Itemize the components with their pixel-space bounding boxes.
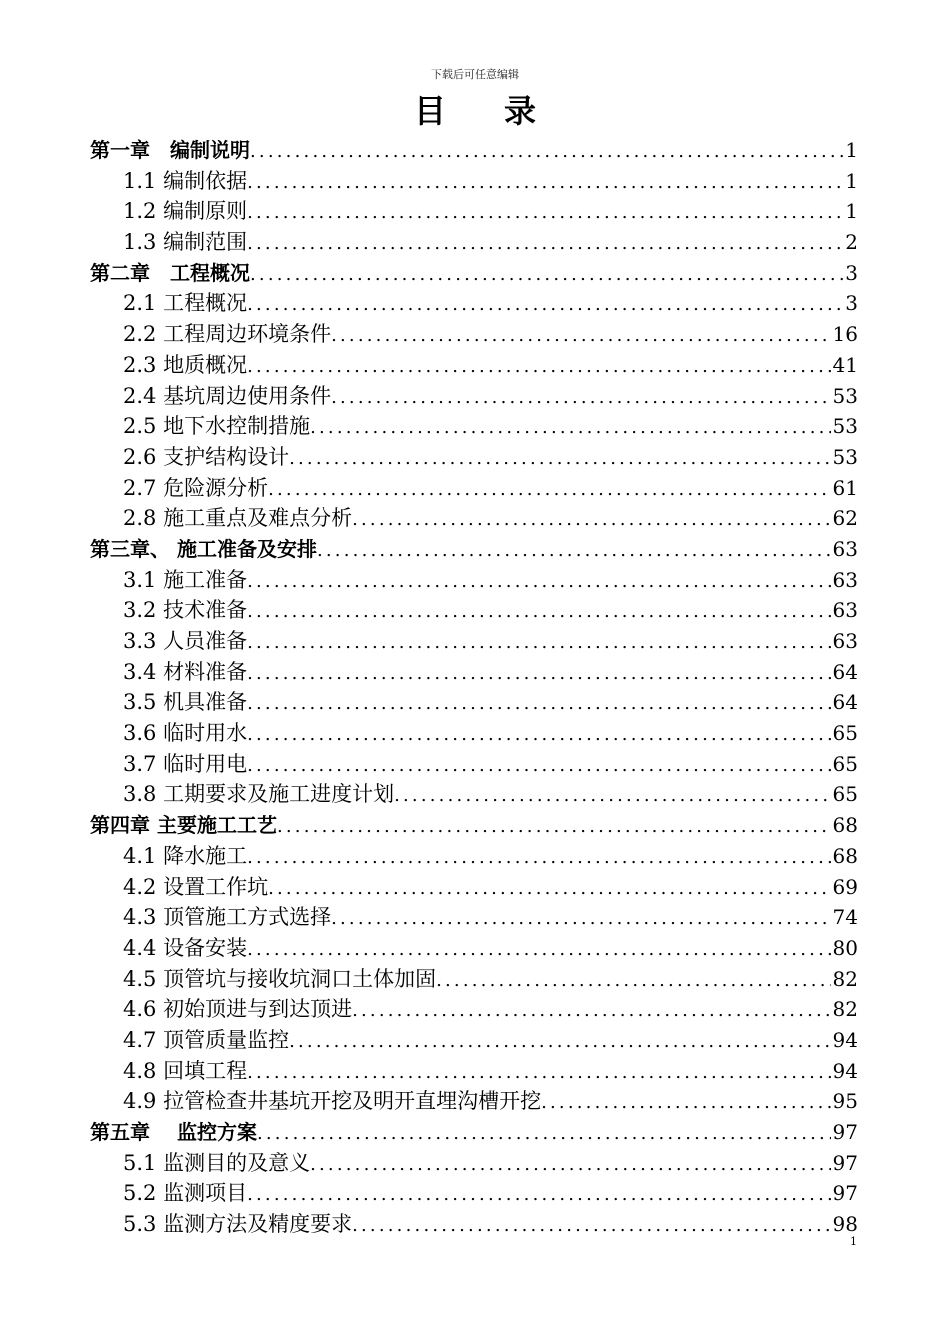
toc-section-entry [90, 841, 858, 872]
toc-entry-label: 第二章 工程概况 [90, 260, 250, 285]
toc-leader-dots [250, 137, 843, 166]
toc-entry-page: 63 [832, 598, 858, 623]
toc-leader-dots [268, 874, 830, 903]
toc-leader-dots [247, 1180, 830, 1209]
toc-leader-dots [257, 1119, 831, 1148]
toc-leader-dots [310, 413, 830, 442]
toc-section-entry [90, 902, 858, 933]
toc-entry-page: 63 [832, 536, 858, 561]
toc-chapter-entry [90, 135, 858, 166]
toc-section-entry [90, 166, 858, 197]
toc-leader-dots [289, 444, 830, 473]
toc-entry-label: 2.3 地质概况 [123, 352, 248, 377]
toc-section-entry [90, 1209, 858, 1240]
toc-section-entry [90, 319, 858, 350]
toc-entry-label: 5.3 监测方法及精度要求 [123, 1212, 353, 1237]
toc-leader-dots [247, 1058, 830, 1087]
toc-entry-page: 82 [832, 997, 858, 1022]
toc-entry-label: 4.5 顶管坑与接收坑洞口土体加固 [123, 966, 437, 991]
toc-entry-label: 4.7 顶管质量监控 [123, 1027, 290, 1052]
toc-section-entry [90, 718, 858, 749]
toc-entry-page: 2 [845, 230, 858, 255]
toc-section-entry [90, 503, 858, 534]
toc-section-entry [90, 350, 858, 381]
toc-leader-dots [277, 812, 831, 841]
toc-entry-label: 2.6 支护结构设计 [123, 444, 290, 469]
toc-entry-page: 64 [832, 659, 858, 684]
toc-entry-page: 3 [845, 260, 858, 285]
toc-section-entry [90, 1148, 858, 1179]
toc-entry-page: 68 [832, 843, 858, 868]
toc-entry-page: 3 [845, 291, 858, 316]
toc-entry-label: 2.2 工程周边环境条件 [123, 322, 332, 347]
toc-entry-label: 第四章 主要施工工艺 [90, 813, 277, 838]
toc-section-entry [90, 994, 858, 1025]
toc-entry-page: 97 [832, 1181, 858, 1206]
toc-entry-label: 2.4 基坑周边使用条件 [123, 383, 332, 408]
toc-leader-dots [394, 781, 830, 810]
toc-leader-dots [247, 290, 843, 319]
toc-entry-page: 80 [832, 935, 858, 960]
toc-section-entry [90, 381, 858, 412]
toc-entry-page: 63 [832, 629, 858, 653]
toc-entry-page: 68 [832, 813, 858, 838]
toc-entry-label: 4.8 回填工程 [123, 1058, 248, 1083]
toc-entry-label: 4.4 设备安装 [123, 935, 248, 960]
toc-entry-page: 62 [832, 506, 858, 531]
toc-entry-page: 65 [832, 751, 858, 776]
page-header-note: 下载后可任意编辑 [431, 68, 519, 81]
toc-chapter-entry [90, 534, 858, 565]
toc-leader-dots [436, 966, 830, 995]
toc-leader-dots [317, 536, 831, 565]
toc-entry-label: 3.6 临时用水 [123, 721, 248, 746]
page-number: 1 [850, 1235, 857, 1248]
toc-section-entry [90, 288, 858, 319]
toc-leader-dots [247, 597, 830, 626]
toc-chapter-entry [90, 1117, 858, 1148]
toc-title [0, 86, 950, 132]
toc-entry-label: 4.6 初始顶进与到达顶进 [123, 997, 353, 1022]
toc-title-char-1: 目 [413, 92, 446, 130]
toc-section-entry [90, 442, 858, 473]
toc-entry-page: 1 [845, 168, 858, 193]
toc-section-entry [90, 411, 858, 442]
toc-leader-dots [331, 904, 830, 933]
toc-leader-dots [247, 229, 843, 258]
toc-entry-page: 69 [832, 874, 858, 899]
toc-entry-label: 3.1 施工准备 [123, 567, 248, 592]
toc-entry-page: 64 [832, 690, 858, 715]
toc-entry-page: 97 [832, 1120, 858, 1144]
toc-entry-label: 第五章 监控方案 [90, 1120, 257, 1144]
toc-entry-label: 1.3 编制范围 [123, 230, 248, 255]
toc-entry-label: 2.8 施工重点及难点分析 [123, 506, 353, 531]
toc-title-char-2: 录 [504, 92, 537, 130]
toc-section-entry [90, 1178, 858, 1209]
toc-entry-page: 82 [832, 966, 858, 991]
toc-entry-page: 95 [832, 1089, 858, 1114]
toc-entry-label: 5.2 监测项目 [123, 1181, 248, 1206]
toc-leader-dots [289, 1027, 830, 1056]
toc-entry-label: 4.3 顶管施工方式选择 [123, 905, 332, 930]
toc-leader-dots [352, 505, 830, 534]
toc-entry-label: 2.5 地下水控制措施 [123, 414, 311, 439]
toc-entry-page: 94 [832, 1027, 858, 1052]
toc-leader-dots [247, 628, 830, 657]
toc-leader-dots [310, 1150, 830, 1179]
toc-entry-label: 第一章 编制说明 [90, 138, 250, 162]
toc-leader-dots [247, 751, 830, 780]
toc-leader-dots [331, 321, 830, 350]
toc-entry-page: 98 [832, 1212, 858, 1237]
toc-entry-label: 3.7 临时用电 [123, 751, 248, 776]
toc-entry-label: 3.4 材料准备 [123, 659, 248, 684]
toc-leader-dots [247, 720, 830, 749]
toc-section-entry [90, 657, 858, 688]
toc-chapter-entry [90, 258, 858, 289]
toc-entry-page: 63 [832, 567, 858, 592]
toc-section-entry [90, 626, 858, 657]
toc-entry-page: 74 [832, 905, 858, 930]
toc-leader-dots [247, 659, 830, 688]
toc-entry-page: 16 [832, 322, 858, 347]
toc-section-entry [90, 1025, 858, 1056]
toc-leader-dots [331, 383, 830, 412]
toc-leader-dots [541, 1088, 830, 1117]
toc-section-entry [90, 964, 858, 995]
toc-entry-label: 3.2 技术准备 [123, 598, 248, 623]
toc-entry-label: 4.9 拉管检查井基坑开挖及明开直埋沟槽开挖 [123, 1089, 542, 1114]
toc-entry-page: 1 [845, 138, 858, 162]
toc-entry-page: 53 [832, 414, 858, 439]
toc-leader-dots [247, 935, 830, 964]
toc-entry-label: 5.1 监测目的及意义 [123, 1150, 311, 1175]
toc-leader-dots [247, 352, 830, 381]
toc-entry-label: 第三章、 施工准备及安排 [90, 536, 317, 561]
toc-section-entry [90, 1086, 858, 1117]
toc-section-entry [90, 595, 858, 626]
toc-entry-page: 53 [832, 383, 858, 408]
toc-section-entry [90, 872, 858, 903]
toc-entry-label: 2.7 危险源分析 [123, 475, 269, 500]
toc-entry-label: 2.1 工程概况 [123, 291, 248, 316]
toc-entry-label: 1.2 编制原则 [123, 199, 248, 224]
toc-entry-label: 4.1 降水施工 [123, 843, 248, 868]
table-of-contents [90, 135, 858, 1240]
toc-leader-dots [247, 567, 830, 596]
toc-section-entry [90, 565, 858, 596]
toc-entry-page: 53 [832, 444, 858, 469]
toc-section-entry [90, 473, 858, 504]
toc-leader-dots [247, 689, 830, 718]
toc-leader-dots [352, 1211, 830, 1240]
toc-leader-dots [247, 843, 830, 872]
toc-entry-page: 94 [832, 1058, 858, 1083]
toc-section-entry [90, 196, 858, 227]
toc-entry-page: 61 [832, 475, 858, 500]
toc-chapter-entry [90, 810, 858, 841]
toc-entry-label: 3.8 工期要求及施工进度计划 [123, 782, 395, 807]
toc-entry-label: 1.1 编制依据 [123, 168, 248, 193]
toc-entry-page: 1 [845, 199, 858, 224]
toc-section-entry [90, 687, 858, 718]
toc-entry-page: 97 [832, 1150, 858, 1175]
toc-section-entry [90, 749, 858, 780]
toc-entry-page: 65 [832, 721, 858, 746]
toc-entry-page: 41 [832, 352, 858, 377]
toc-entry-label: 4.2 设置工作坑 [123, 874, 269, 899]
toc-entry-page: 65 [832, 782, 858, 807]
toc-leader-dots [247, 168, 843, 197]
toc-entry-label: 3.5 机具准备 [123, 690, 248, 715]
toc-leader-dots [247, 198, 843, 227]
toc-section-entry [90, 227, 858, 258]
toc-leader-dots [352, 996, 830, 1025]
toc-section-entry [90, 933, 858, 964]
toc-section-entry [90, 779, 858, 810]
toc-entry-label: 3.3 人员准备 [123, 629, 248, 653]
toc-leader-dots [250, 260, 843, 289]
toc-section-entry [90, 1056, 858, 1087]
toc-leader-dots [268, 475, 830, 504]
